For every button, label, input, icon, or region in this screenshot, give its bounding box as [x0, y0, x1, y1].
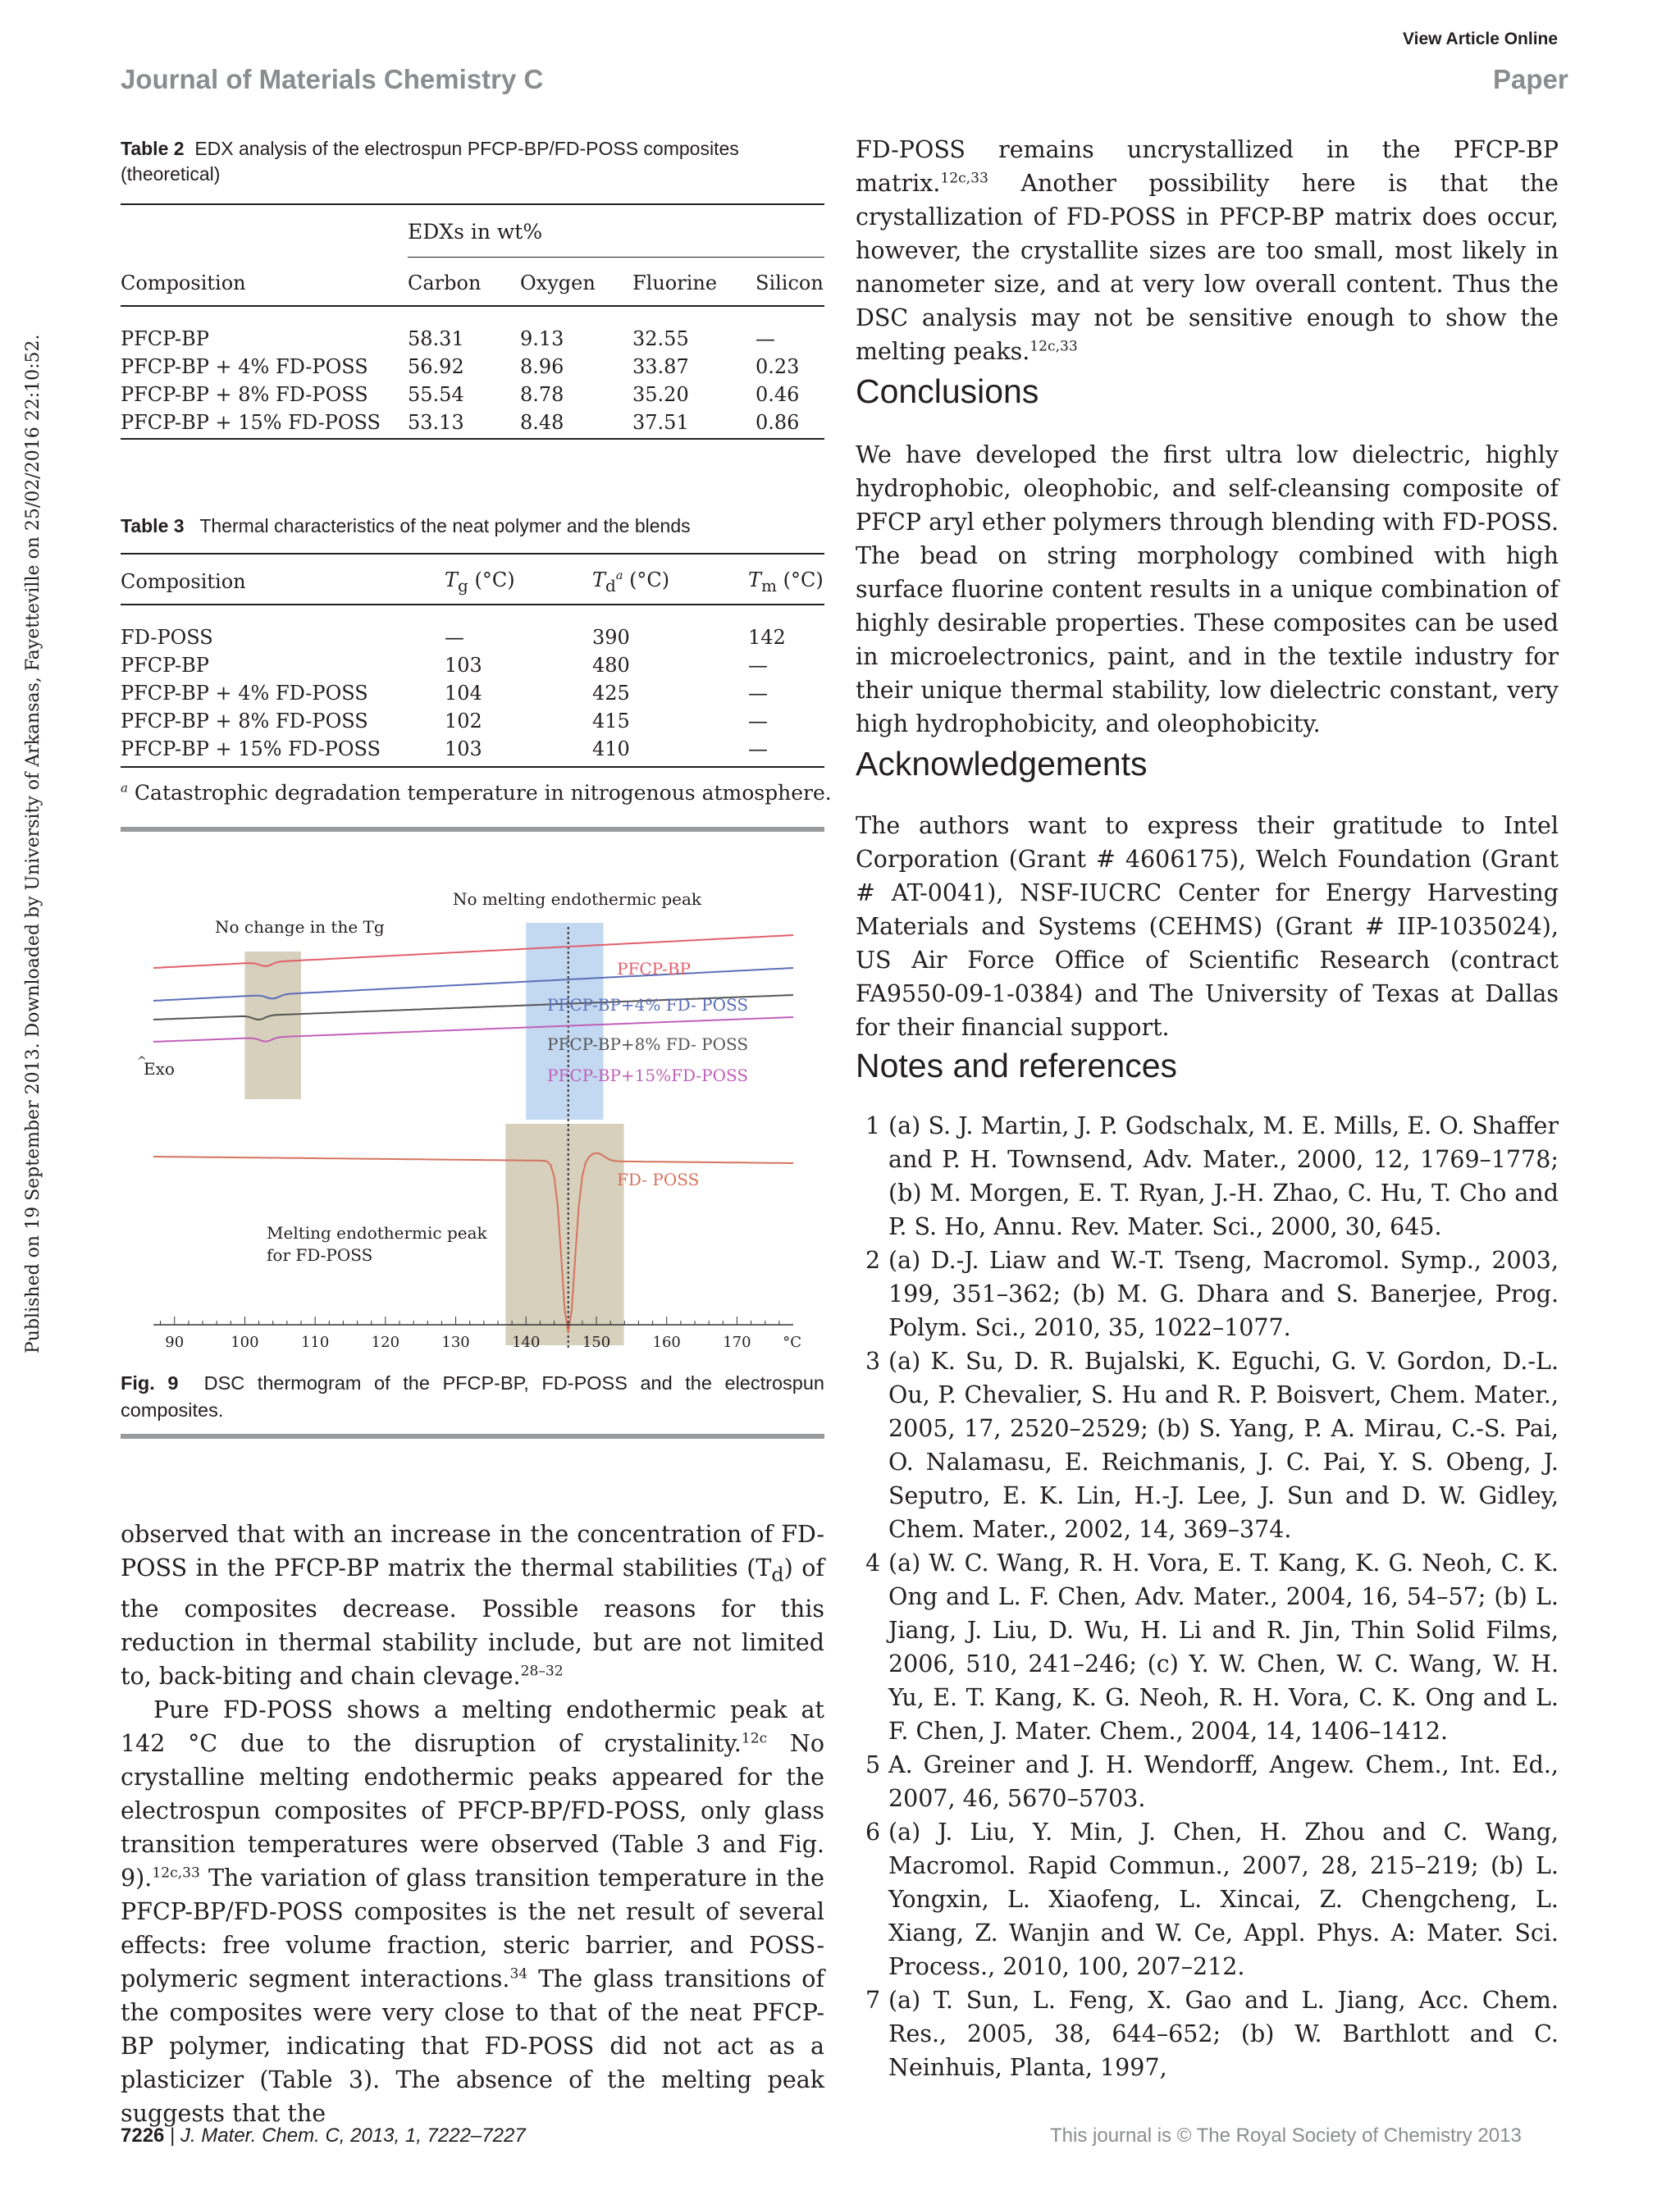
table-cell: PFCP-BP + 15% FD-POSS	[121, 737, 381, 760]
x-tick-label: 90	[165, 1334, 185, 1351]
table2-body	[121, 325, 824, 436]
table-cell: 8.48	[520, 411, 564, 434]
table-row	[121, 735, 824, 763]
table3-col-tm: $T_m$ (°C)	[748, 568, 824, 596]
table-cell: 33.87	[632, 355, 689, 378]
conclusions-heading: Conclusions	[856, 372, 1039, 410]
x-tick-label: 160	[652, 1334, 681, 1351]
table3-footnote: $^a$ Catastrophic degradation temperature in nitrogenous atmosphere.	[121, 780, 832, 805]
table-row	[121, 707, 824, 735]
table2-col-silicon: Silicon	[756, 272, 824, 294]
table-cell: 8.78	[520, 383, 564, 406]
journal-title: Journal of Materials Chemistry C	[121, 64, 544, 94]
table-cell: 425	[592, 682, 630, 705]
table2-group-rule	[408, 257, 824, 258]
annotation-no-melting-peak: No melting endothermic peak	[453, 889, 702, 909]
table-cell: —	[748, 710, 768, 733]
references-heading: Notes and references	[856, 1047, 1178, 1084]
table3-col-composition: Composition	[121, 570, 246, 593]
x-tick-label: 150	[582, 1334, 611, 1351]
reference-list	[865, 1109, 1559, 2084]
table-cell: 56.92	[408, 355, 464, 378]
fig9-caption	[121, 1370, 824, 1424]
table-cell: 104	[445, 682, 482, 705]
table-cell: 32.55	[632, 327, 689, 350]
table-cell: 103	[445, 737, 482, 760]
table-cell: 0.23	[756, 355, 800, 378]
series-label: FD- POSS	[617, 1170, 700, 1189]
acknowledgements-body: The authors want to express their gratitude to Intel Corporation (Grant # 4606175), Welch Foundation (Grant # AT-0041), NSF-IUCRC Center for Energy Harvesting Materials and Systems (CEHMS) (Grant # IIP-1035024), US Air Force Office of Scientific Research (contract FA9550-09-1-0384) and The University of Texas at Dallas for their financial support.	[856, 812, 1559, 1041]
table3-caption-text: Thermal characteristics of the neat polymer and the blends	[199, 515, 691, 536]
fig9-label: Fig. 9	[121, 1372, 179, 1394]
table-cell: 37.51	[632, 411, 689, 434]
table-cell: 0.46	[756, 383, 800, 406]
table2-caption	[121, 136, 824, 187]
left-column-body	[121, 1518, 824, 2130]
table-cell: PFCP-BP	[121, 327, 209, 350]
table-cell: 103	[445, 654, 482, 677]
table-cell: —	[748, 737, 768, 760]
table-cell: PFCP-BP + 8% FD-POSS	[121, 710, 368, 733]
table-cell: —	[748, 682, 768, 705]
annotation-melting-peak-line2: for FD-POSS	[267, 1245, 373, 1265]
table-row	[121, 353, 824, 381]
x-axis-unit: °C	[783, 1334, 801, 1351]
no-melting-highlight-region	[526, 923, 603, 1120]
table-cell: PFCP-BP	[121, 654, 209, 677]
x-tick-label: 170	[723, 1334, 751, 1351]
table-cell: 35.20	[632, 383, 689, 406]
table-cell: PFCP-BP + 15% FD-POSS	[121, 411, 381, 434]
paragraph: observed that with an increase in the concentration of FD-POSS in the PFCP-BP matrix the thermal stabilities $(T_d)$ of the composites decrease. Possible reasons for this reduction in thermal stability include, but are not limited to, back-biting and chain clevage.$^{28-32}$	[121, 1521, 824, 1690]
reference-item: 5 A. Greiner and J. H. Wendorff, Angew. Chem., Int. Ed., 2007, 46, 5670–5703.	[865, 1751, 1559, 1812]
table-row	[121, 623, 824, 651]
table-cell: —	[748, 654, 768, 677]
table-row	[121, 409, 824, 436]
x-tick-label: 120	[371, 1334, 400, 1351]
exo-label: Exo	[144, 1059, 175, 1079]
table3-body	[121, 623, 824, 763]
footer-copyright: This journal is © The Royal Society of Chemistry 2013	[1050, 2125, 1522, 2147]
table-cell: 53.13	[408, 411, 464, 434]
annotation-no-change-tg: No change in the Tg	[215, 917, 385, 937]
table-row	[121, 651, 824, 679]
table3-col-td: $T_d^a$ (°C)	[592, 568, 670, 596]
view-article-online-link[interactable]: View Article Online	[1403, 30, 1559, 48]
page-number: 7226	[121, 2125, 165, 2147]
reference-item: 7 (a) T. Sun, L. Feng, X. Gao and L. Jiang, Acc. Chem. Res., 2005, 38, 644–652; (b) W. Barthlott and C. Neinhuis, Planta, 1997,	[865, 1987, 1559, 2081]
reference-item: 6 (a) J. Liu, Y. Min, J. Chen, H. Zhou and C. Wang, Macromol. Rapid Commun., 2007, 28, 215–219; (b) L. Yongxin, L. Xiaofeng, L. Xincai, Z. Chengcheng, L. Xiang, Z. Wanjin and W. Ce, Appl. Phys. A: Mater. Sci. Process., 2010, 100, 207–212.	[865, 1819, 1559, 1980]
dsc-thermogram-chart	[121, 878, 824, 1362]
table3-bottom-rule	[121, 766, 824, 768]
reference-item: 3 (a) K. Su, D. R. Bujalski, K. Eguchi, G. V. Gordon, D.-L. Ou, P. Chevalier, S. Hu and R. P. Boisvert, Chem. Mater., 2005, 17, 2520–2529; (b) S. Yang, P. A. Mirau, C.-S. Pai, O. Nalamasu, E. Reichmanis, J. C. Pai, Y. S. Obeng, J. Seputro, E. K. Lin, H.-J. Lee, J. Sun and D. W. Gidley, Chem. Mater., 2002, 14, 369–374.	[865, 1348, 1559, 1543]
table3-header-rule	[121, 604, 824, 605]
table-cell: 480	[592, 654, 630, 677]
series-label: PFCP-BP	[617, 959, 691, 979]
x-tick-label: 130	[441, 1334, 470, 1351]
series-label: PFCP-BP+15%FD-POSS	[547, 1066, 749, 1085]
acknowledgements-heading: Acknowledgements	[856, 745, 1148, 783]
x-tick-label: 110	[300, 1334, 330, 1351]
table-cell: 410	[592, 737, 630, 760]
table2-col-composition: Composition	[121, 272, 246, 294]
reference-item: 1 (a) S. J. Martin, J. P. Godschalx, M. E. Mills, E. O. Shaffer and P. H. Townsend, Adv. Mater., 2000, 12, 1769–1778; (b) M. Morgen, E. T. Ryan, J.-H. Zhao, C. Hu, T. Cho and P. S. Ho, Annu. Rev. Mater. Sci., 2000, 30, 645.	[865, 1112, 1559, 1240]
table3-caption	[121, 513, 824, 539]
table-cell: —	[756, 327, 775, 350]
paragraph: Pure FD-POSS shows a melting endothermic peak at 142 °C due to the disruption of crystalinity.$^{12c}$ No crystalline melting endothermic peaks appeared for the electrospun composites of PFCP-BP/FD-POSS, only glass transition temperatures were observed (Table 3 and Fig. 9).$^{12c,33}$ The variation of glass transition temperature in the PFCP-BP/FD-POSS composites is the net result of several effects: free volume fraction, steric barrier, and POSS-polymeric segment interactions.$^{34}$ The glass transitions of the composites were very close to that of the neat PFCP-BP polymer, indicating that FD-POSS did not act as a plasticizer (Table 3). The absence of the melting peak suggests that the	[121, 1696, 824, 2127]
exo-marker: ^	[137, 1055, 147, 1068]
table2-header-row	[121, 269, 824, 297]
table3-top-rule	[121, 553, 824, 555]
download-watermark: Published on 19 September 2013. Downloaded by University of Arkansas, Fayetteville on 25/02/2016 22:10:52.	[23, 334, 43, 1353]
table-cell: 58.31	[408, 327, 464, 350]
annotation-melting-peak-line1: Melting endothermic peak	[267, 1223, 487, 1243]
table2-bottom-rule	[121, 438, 824, 440]
table-cell: —	[445, 626, 464, 649]
figure-bottom-rule	[121, 1434, 824, 1439]
table-cell: 415	[592, 710, 630, 733]
table-cell: 8.96	[520, 355, 564, 378]
table2-top-rule	[121, 203, 824, 205]
table-cell: PFCP-BP + 4% FD-POSS	[121, 355, 368, 378]
conclusions-body: We have developed the first ultra low dielectric, highly hydrophobic, oleophobic, and self-cleansing composite of PFCP aryl ether polymers through blending with FD-POSS. The bead on string morphology combined with high surface fluorine content results in a unique combination of highly desirable properties. These composites can be used in microelectronics, paint, and in the textile industry for their unique thermal stability, low dielectric constant, very high hydrophobicity, and oleophobicity.	[856, 441, 1559, 737]
table-cell: 142	[748, 626, 786, 649]
table-cell: 102	[445, 710, 482, 733]
table-row	[121, 381, 824, 409]
table2-col-fluorine: Fluorine	[632, 272, 718, 294]
citation-text: J. Mater. Chem. C, 2013, 1, 7222–7227	[180, 2125, 526, 2147]
table2-col-oxygen: Oxygen	[520, 272, 596, 294]
table2-group-header: EDXs in wt%	[408, 220, 543, 244]
reference-item: 2 (a) D.-J. Liaw and W.-T. Tseng, Macromol. Symp., 2003, 199, 351–362; (b) M. G. Dhara and S. Banerjee, Prog. Polym. Sci., 2010, 35, 1022–1077.	[865, 1247, 1559, 1341]
table3-label: Table 3	[121, 515, 185, 536]
table2-header-rule	[121, 305, 824, 307]
table-cell: 9.13	[520, 327, 564, 350]
table-row	[121, 325, 824, 353]
table3-header-row	[121, 568, 824, 596]
table2-caption-text: EDX analysis of the electrospun PFCP-BP/FD-POSS composites (theoretical)	[121, 138, 739, 185]
reference-item: 4 (a) W. C. Wang, R. H. Vora, E. T. Kang, K. G. Neoh, C. K. Ong and L. F. Chen, Adv. Mater., 2004, 16, 54–57; (b) L. Jiang, J. Liu, D. Wu, H. Li and R. Jin, Thin Solid Films, 2006, 510, 241–246; (c) Y. W. Chen, W. C. Wang, W. H. Yu, E. T. Kang, K. G. Neoh, R. H. Vora, C. K. Ong and L. F. Chen, J. Mater. Chem., 2004, 14, 1406–1412.	[865, 1550, 1559, 1745]
right-column-intro	[856, 133, 1559, 368]
paragraph: FD-POSS remains uncrystallized in the PFCP-BP matrix.$^{12c,33}$ Another possibility here is that the crystallization of FD-POSS in PFCP-BP matrix does occur, however, the crystallite sizes are too small, most likely in nanometer size, and at very low overall content. Thus the DSC analysis may not be sensitive enough to show the melting peaks.$^{12c,33}$	[856, 136, 1559, 365]
tg-highlight-region	[244, 952, 301, 1099]
table-cell: FD-POSS	[121, 626, 213, 649]
x-tick-label: 140	[512, 1334, 541, 1351]
section-label: Paper	[1493, 64, 1568, 94]
footer-citation: 7226 | J. Mater. Chem. C, 2013, 1, 7222–7227	[121, 2125, 526, 2147]
x-tick-label: 100	[231, 1334, 259, 1351]
table-cell: PFCP-BP + 8% FD-POSS	[121, 383, 368, 406]
series-label: PFCP-BP+4% FD- POSS	[547, 995, 749, 1015]
table-row	[121, 679, 824, 707]
table2-col-carbon: Carbon	[408, 272, 482, 294]
x-axis	[153, 1317, 801, 1351]
table-cell: 55.54	[408, 383, 464, 406]
table-cell: PFCP-BP + 4% FD-POSS	[121, 682, 368, 705]
table2-label: Table 2	[121, 138, 185, 159]
table-cell: 390	[592, 626, 630, 649]
series-label: PFCP-BP+8% FD- POSS	[547, 1034, 749, 1054]
figure-top-rule	[121, 827, 824, 832]
fig9-caption-text: DSC thermogram of the PFCP-BP, FD-POSS and the electrospun composites.	[121, 1372, 824, 1421]
table-cell: 0.86	[756, 411, 800, 434]
table3-col-tg: $T_g$ (°C)	[445, 568, 515, 596]
